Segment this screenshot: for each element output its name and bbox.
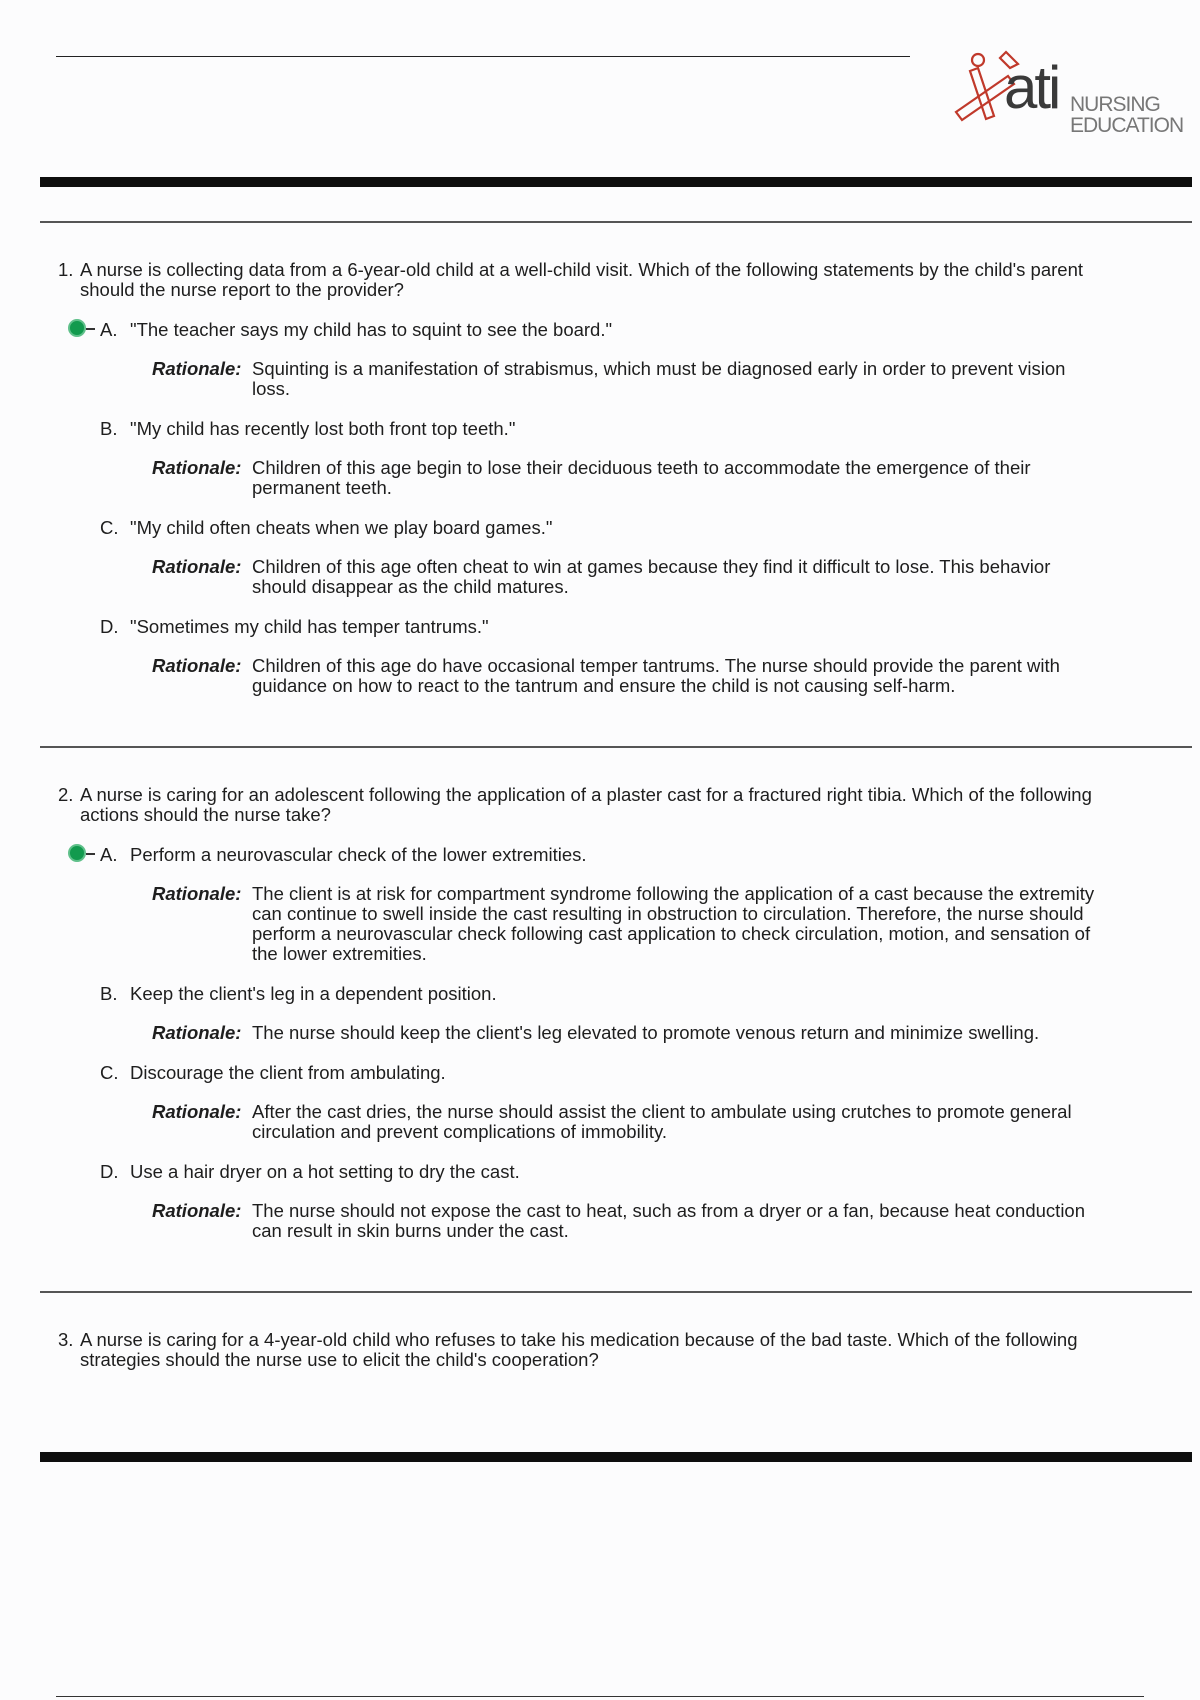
question-2 <box>58 785 1118 1241</box>
option-b[interactable] <box>100 419 1118 439</box>
rationale-text: The client is at risk for compartment syndrome following the application of a cast because the extremity can continue to swell inside the cast resulting in obstruction to circulation. Therefore, the nurse should perform a neurovascular check following cast application to check circulation, motion, and sensation of the lower extremities. <box>252 883 1095 964</box>
question-text: A nurse is collecting data from a 6-year-old child at a well-child visit. Which of the following statements by the child's parent should the nurse report to the provider? <box>80 259 1084 300</box>
rationale-label: Rationale: <box>152 1200 242 1221</box>
option-a[interactable] <box>100 320 1118 340</box>
option-letter: A. <box>100 319 118 340</box>
option-letter: D. <box>100 616 119 637</box>
logo-subtitle <box>1070 94 1183 136</box>
question-number: 3. <box>58 1329 74 1350</box>
section-divider <box>40 746 1192 748</box>
rationale-label: Rationale: <box>152 1022 242 1043</box>
question-text: A nurse is caring for a 4-year-old child who refuses to take his medication because of the bad taste. Which of the following strategies should the nurse use to elicit the child's cooperation? <box>80 1329 1078 1370</box>
rationale-text: The nurse should keep the client's leg elevated to promote venous return and minimize swelling. <box>252 1022 1040 1043</box>
question-3 <box>58 1330 1118 1370</box>
section-divider <box>40 1291 1192 1293</box>
option-text: Keep the client's leg in a dependent position. <box>130 983 497 1004</box>
question-1 <box>58 260 1118 696</box>
option-d[interactable] <box>100 1162 1118 1182</box>
rationale-text: Children of this age often cheat to win at games because they find it difficult to lose. This behavior should disappear as the child matures. <box>252 556 1051 597</box>
correct-answer-icon <box>66 317 104 343</box>
option-letter: B. <box>100 983 118 1004</box>
option-text: "My child has recently lost both front top teeth." <box>130 418 516 439</box>
rationale <box>152 1023 1118 1043</box>
rationale-text: Children of this age do have occasional temper tantrums. The nurse should provide the parent with guidance on how to react to the tantrum and ensure the child is not causing self-harm. <box>252 655 1060 696</box>
rationale <box>152 656 1118 696</box>
header-thick-rule <box>40 177 1192 187</box>
option-d[interactable] <box>100 617 1118 637</box>
rationale-text: Squinting is a manifestation of strabismus, which must be diagnosed early in order to prevent vision loss. <box>252 358 1066 399</box>
option-letter: A. <box>100 844 118 865</box>
footer-rule <box>56 1696 1144 1697</box>
option-text: "Sometimes my child has temper tantrums." <box>130 616 489 637</box>
rationale-label: Rationale: <box>152 655 242 676</box>
option-letter: B. <box>100 418 118 439</box>
option-c[interactable] <box>100 518 1118 538</box>
rationale-label: Rationale: <box>152 556 242 577</box>
option-letter: C. <box>100 517 119 538</box>
rationale-text: The nurse should not expose the cast to heat, such as from a dryer or a fan, because heat conduction can result in skin burns under the cast. <box>252 1200 1086 1241</box>
question-stem <box>58 785 1118 825</box>
rationale-label: Rationale: <box>152 883 242 904</box>
logo-line-nursing: NURSING <box>1070 93 1160 116</box>
option-text: Use a hair dryer on a hot setting to dry the cast. <box>130 1161 520 1182</box>
option-letter: C. <box>100 1062 119 1083</box>
option-text: "The teacher says my child has to squint to see the board." <box>130 319 613 340</box>
rationale <box>152 557 1118 597</box>
rationale <box>152 458 1118 498</box>
rationale <box>152 359 1118 399</box>
rationale-label: Rationale: <box>152 358 242 379</box>
question-stem <box>58 260 1118 300</box>
question-number: 1. <box>58 259 74 280</box>
rationale-label: Rationale: <box>152 457 242 478</box>
rationale-text: After the cast dries, the nurse should assist the client to ambulate using crutches to promote general circulation and prevent complications of immobility. <box>252 1101 1072 1142</box>
rationale <box>152 1102 1118 1142</box>
ati-logo <box>948 46 1184 146</box>
header-rule <box>56 56 910 57</box>
logo-line-education: EDUCATION <box>1070 114 1184 137</box>
option-a[interactable] <box>100 845 1118 865</box>
section-divider-top <box>40 221 1192 223</box>
question-number: 2. <box>58 784 74 805</box>
rationale <box>152 884 1118 964</box>
question-stem <box>58 1330 1118 1370</box>
option-text: Perform a neurovascular check of the lower extremities. <box>130 844 587 865</box>
footer-thick-rule <box>40 1452 1192 1462</box>
logo-ati-text: ati <box>1004 54 1059 121</box>
question-text: A nurse is caring for an adolescent following the application of a plaster cast for a fractured right tibia. Which of the following actions should the nurse take? <box>80 784 1092 825</box>
rationale <box>152 1201 1118 1241</box>
option-b[interactable] <box>100 984 1118 1004</box>
rationale-label: Rationale: <box>152 1101 242 1122</box>
option-text: "My child often cheats when we play board games." <box>130 517 553 538</box>
option-c[interactable] <box>100 1063 1118 1083</box>
option-text: Discourage the client from ambulating. <box>130 1062 446 1083</box>
correct-answer-icon <box>66 842 104 868</box>
rationale-text: Children of this age begin to lose their deciduous teeth to accommodate the emergence of their permanent teeth. <box>252 457 1031 498</box>
option-letter: D. <box>100 1161 119 1182</box>
